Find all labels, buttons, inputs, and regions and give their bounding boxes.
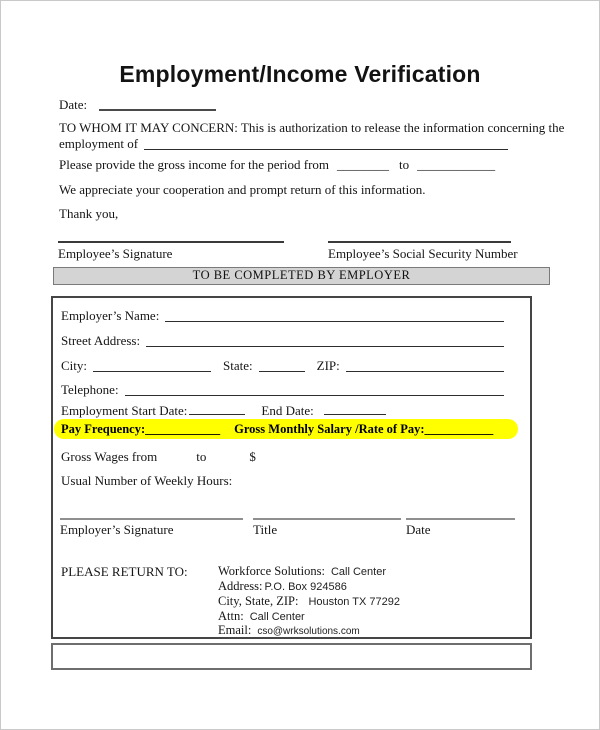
date-line: [406, 518, 515, 520]
zip-label: ZIP:: [316, 358, 340, 373]
employer-signature-label: Employer’s Signature: [60, 522, 174, 537]
employee-ssn-line: [328, 241, 511, 243]
address-label: Address:: [218, 579, 263, 593]
pay-frequency-blank: ____________: [145, 421, 221, 436]
start-date-blank-line: [189, 414, 245, 415]
pay-highlight-row: [54, 419, 518, 439]
period-to-label: to: [399, 157, 410, 172]
title-label: Title: [253, 522, 278, 537]
gross-monthly-salary-label: Gross Monthly Salary /Rate of Pay:: [234, 421, 425, 436]
please-return-to-heading: PLEASE RETURN TO:: [61, 564, 188, 579]
page-title: Employment/Income Verification: [119, 61, 481, 87]
employee-ssn-label: Employee’s Social Security Number: [328, 246, 518, 261]
employer-name-label: Employer’s Name:: [61, 308, 160, 323]
telephone-label: Telephone:: [61, 382, 119, 397]
gross-monthly-salary-blank: ___________: [424, 421, 494, 436]
workforce-solutions-label: Workforce Solutions:: [218, 564, 325, 578]
appreciation-text: We appreciate your cooperation and prompt return of this information.: [59, 182, 426, 197]
email-value: cso@wrksolutions.com: [257, 626, 360, 637]
street-address-blank-line: [146, 346, 504, 347]
employer-name-row: [61, 308, 504, 324]
weekly-hours-label: Usual Number of Weekly Hours:: [61, 473, 233, 488]
employee-signature-line: [58, 241, 284, 243]
thank-you-text: Thank you,: [59, 206, 119, 221]
thank-you-row: [59, 206, 118, 222]
attn-value: Call Center: [249, 611, 305, 623]
employer-signature-line: [60, 518, 243, 520]
date-column-label: Date: [406, 522, 431, 537]
employment-of-label: employment of: [59, 136, 139, 151]
period-text: Please provide the gross income for the period from: [59, 157, 330, 172]
city-state-zip-label: City, State, ZIP:: [218, 594, 299, 608]
pay-frequency-label: Pay Frequency:: [61, 421, 146, 436]
date-blank-line: [99, 109, 216, 111]
return-to-row: [218, 623, 360, 638]
telephone-blank-line: [125, 395, 504, 396]
appreciation-row: [59, 182, 425, 198]
state-blank-line: [259, 371, 305, 372]
return-to-row: [218, 609, 305, 624]
employment-of-blank-line: [144, 149, 508, 150]
employer-name-blank-line: [165, 321, 504, 322]
return-to-row: [218, 594, 400, 609]
weekly-hours-row: [61, 473, 232, 489]
street-address-label: Street Address:: [61, 333, 141, 348]
date-field-row: [59, 97, 216, 113]
state-label: State:: [223, 358, 253, 373]
street-address-row: [61, 333, 504, 349]
period-blank-to: ____________: [417, 157, 496, 172]
empty-footer-box: [51, 643, 532, 670]
employer-section-box: [51, 296, 532, 639]
income-period-row: [59, 157, 495, 173]
date-label: Date:: [59, 97, 88, 112]
city-state-zip-value: Houston TX 77292: [308, 596, 400, 608]
gross-wages-to-label: to: [196, 449, 207, 464]
telephone-row: [61, 382, 504, 398]
city-label: City:: [61, 358, 88, 373]
zip-blank-line: [346, 371, 504, 372]
employment-dates-row: [61, 403, 386, 419]
concern-text: TO WHOM IT MAY CONCERN: This is authorization to release the information concerning the: [59, 120, 565, 135]
concern-paragraph-line1: [59, 120, 564, 136]
city-state-zip-row: [61, 358, 504, 374]
workforce-solutions-value: Call Center: [330, 566, 386, 578]
city-blank-line: [93, 371, 211, 372]
employee-signature-label: Employee’s Signature: [58, 246, 173, 261]
end-date-blank-line: [324, 414, 386, 415]
dollar-sign: $: [249, 449, 256, 464]
return-to-row: [218, 579, 347, 594]
gross-wages-row: [61, 449, 256, 465]
title-line: [253, 518, 401, 520]
attn-label: Attn:: [218, 609, 244, 623]
email-label: Email:: [218, 623, 252, 637]
end-date-label: End Date:: [261, 403, 314, 418]
period-blank-from: ________: [337, 157, 390, 172]
address-value: P.O. Box 924586: [264, 581, 347, 593]
return-to-row: [218, 564, 386, 579]
gross-wages-from-label: Gross Wages from: [61, 449, 158, 464]
employer-section-header: TO BE COMPLETED BY EMPLOYER: [53, 267, 550, 285]
concern-paragraph-line2: [59, 136, 508, 152]
employment-start-date-label: Employment Start Date:: [61, 403, 188, 418]
